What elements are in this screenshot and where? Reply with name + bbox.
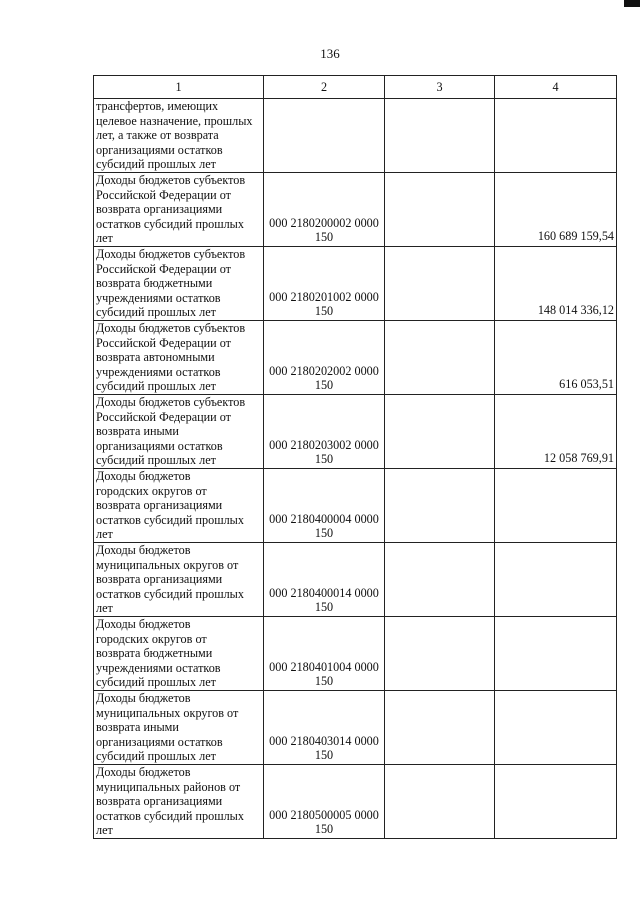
code-line: 150 xyxy=(314,748,334,763)
table-row xyxy=(94,691,617,765)
header-row xyxy=(94,76,617,99)
description-line: субсидий прошлых лет xyxy=(96,453,216,468)
description-line: Доходы бюджетов субъектов xyxy=(96,173,246,187)
description-line: Доходы бюджетов xyxy=(96,469,191,483)
header-col-3: 3 xyxy=(385,76,495,99)
description-line: Доходы бюджетов субъектов xyxy=(96,247,246,261)
row-col3-cell xyxy=(385,247,495,321)
description-line: остатков субсидий прошлых xyxy=(96,586,244,601)
row-budget-code xyxy=(264,173,385,247)
row-col3-cell xyxy=(385,395,495,469)
row-description xyxy=(94,99,264,173)
description-line: муниципальных округов от xyxy=(96,557,239,572)
table-row xyxy=(94,765,617,839)
description-line: субсидий прошлых лет xyxy=(96,379,216,394)
code-line: 150 xyxy=(314,230,334,245)
table-row xyxy=(94,543,617,617)
description-line: Доходы бюджетов xyxy=(96,543,191,557)
header-col-2: 2 xyxy=(264,76,385,99)
row-description xyxy=(94,321,264,395)
row-col3-cell xyxy=(385,321,495,395)
code-line: 150 xyxy=(314,600,334,615)
row-amount: 148 014 336,12 xyxy=(495,247,617,321)
table-header xyxy=(94,76,617,99)
description-line: муниципальных округов от xyxy=(96,705,239,720)
row-amount xyxy=(495,99,617,173)
row-budget-code xyxy=(264,617,385,691)
row-amount xyxy=(495,543,617,617)
scan-corner-mark xyxy=(624,0,640,7)
row-budget-code xyxy=(264,395,385,469)
description-line: Доходы бюджетов xyxy=(96,765,191,779)
description-line: субсидий прошлых лет xyxy=(96,675,216,690)
code-line: 000 2180201002 0000 xyxy=(269,289,379,304)
description-line: организациями остатков xyxy=(96,734,223,749)
description-line: организациями остатков xyxy=(96,142,223,157)
row-amount xyxy=(495,469,617,543)
description-line: возврата организациями xyxy=(96,794,223,809)
header-col-1: 1 xyxy=(94,76,264,99)
description-line: лет xyxy=(96,601,113,616)
description-line: учреждениями остатков xyxy=(96,660,221,675)
row-col3-cell xyxy=(385,469,495,543)
row-amount: 12 058 769,91 xyxy=(495,395,617,469)
code-line: 000 2180500005 0000 xyxy=(269,807,379,822)
row-budget-code xyxy=(264,321,385,395)
description-line: возврата организациями xyxy=(96,572,223,587)
code-line: 150 xyxy=(314,822,334,837)
row-budget-code xyxy=(264,99,385,173)
row-budget-code xyxy=(264,247,385,321)
code-line: 150 xyxy=(314,452,334,467)
code-line: 150 xyxy=(314,304,334,319)
row-col3-cell xyxy=(385,765,495,839)
description-line: остатков субсидий прошлых xyxy=(96,512,244,527)
description-line: субсидий прошлых лет xyxy=(96,157,216,172)
description-line: лет xyxy=(96,527,113,542)
description-line: трансфертов, имеющих xyxy=(96,99,219,113)
row-amount xyxy=(495,765,617,839)
code-line: 000 2180403014 0000 xyxy=(269,733,379,748)
description-line: Доходы бюджетов субъектов xyxy=(96,395,246,409)
row-budget-code xyxy=(264,469,385,543)
table-row xyxy=(94,617,617,691)
description-line: лет xyxy=(96,823,113,838)
row-amount xyxy=(495,617,617,691)
description-line: субсидий прошлых лет xyxy=(96,305,216,320)
row-amount: 616 053,51 xyxy=(495,321,617,395)
description-line: лет xyxy=(96,231,113,246)
description-line: остатков субсидий прошлых xyxy=(96,808,244,823)
budget-revenue-table xyxy=(93,75,617,839)
description-line: Российской Федерации от xyxy=(96,187,231,202)
row-amount xyxy=(495,691,617,765)
table-row xyxy=(94,247,617,321)
code-line: 150 xyxy=(314,526,334,541)
description-line: возврата организациями xyxy=(96,202,223,217)
description-line: Доходы бюджетов xyxy=(96,617,191,631)
description-line: учреждениями остатков xyxy=(96,290,221,305)
row-description xyxy=(94,173,264,247)
row-description xyxy=(94,765,264,839)
table-row xyxy=(94,395,617,469)
description-line: Российской Федерации от xyxy=(96,409,231,424)
description-line: субсидий прошлых лет xyxy=(96,749,216,764)
code-line: 000 2180401004 0000 xyxy=(269,659,379,674)
description-line: учреждениями остатков xyxy=(96,364,221,379)
description-line: возврата бюджетными xyxy=(96,276,213,291)
code-line: 000 2180203002 0000 xyxy=(269,437,379,452)
header-col-4: 4 xyxy=(495,76,617,99)
code-line: 000 2180200002 0000 xyxy=(269,215,379,230)
table-row xyxy=(94,99,617,173)
row-budget-code xyxy=(264,543,385,617)
row-description xyxy=(94,247,264,321)
description-line: муниципальных районов от xyxy=(96,779,241,794)
table-row xyxy=(94,469,617,543)
code-line: 000 2180400004 0000 xyxy=(269,511,379,526)
row-description xyxy=(94,395,264,469)
description-line: организациями остатков xyxy=(96,438,223,453)
description-line: Доходы бюджетов xyxy=(96,691,191,705)
table-body xyxy=(94,99,617,839)
code-line: 000 2180202002 0000 xyxy=(269,363,379,378)
row-description xyxy=(94,617,264,691)
table-row xyxy=(94,173,617,247)
description-line: лет, а также от возврата xyxy=(96,128,219,143)
description-line: возврата бюджетными xyxy=(96,646,213,661)
description-line: городских округов от xyxy=(96,631,207,646)
description-line: Доходы бюджетов субъектов xyxy=(96,321,246,335)
row-description xyxy=(94,691,264,765)
row-col3-cell xyxy=(385,617,495,691)
row-col3-cell xyxy=(385,543,495,617)
code-line: 150 xyxy=(314,378,334,393)
description-line: возврата автономными xyxy=(96,350,215,365)
row-description xyxy=(94,469,264,543)
row-amount: 160 689 159,54 xyxy=(495,173,617,247)
description-line: возврата иными xyxy=(96,424,179,439)
row-description xyxy=(94,543,264,617)
page-number: 136 xyxy=(320,46,340,61)
description-line: Российской Федерации от xyxy=(96,335,231,350)
description-line: возврата иными xyxy=(96,720,179,735)
description-line: целевое назначение, прошлых xyxy=(96,113,253,128)
description-line: городских округов от xyxy=(96,483,207,498)
table-row xyxy=(94,321,617,395)
row-col3-cell xyxy=(385,691,495,765)
description-line: остатков субсидий прошлых xyxy=(96,216,244,231)
row-budget-code xyxy=(264,765,385,839)
row-col3-cell xyxy=(385,173,495,247)
code-line: 000 2180400014 0000 xyxy=(269,585,379,600)
row-col3-cell xyxy=(385,99,495,173)
description-line: Российской Федерации от xyxy=(96,261,231,276)
row-budget-code xyxy=(264,691,385,765)
description-line: возврата организациями xyxy=(96,498,223,513)
code-line: 150 xyxy=(314,674,334,689)
